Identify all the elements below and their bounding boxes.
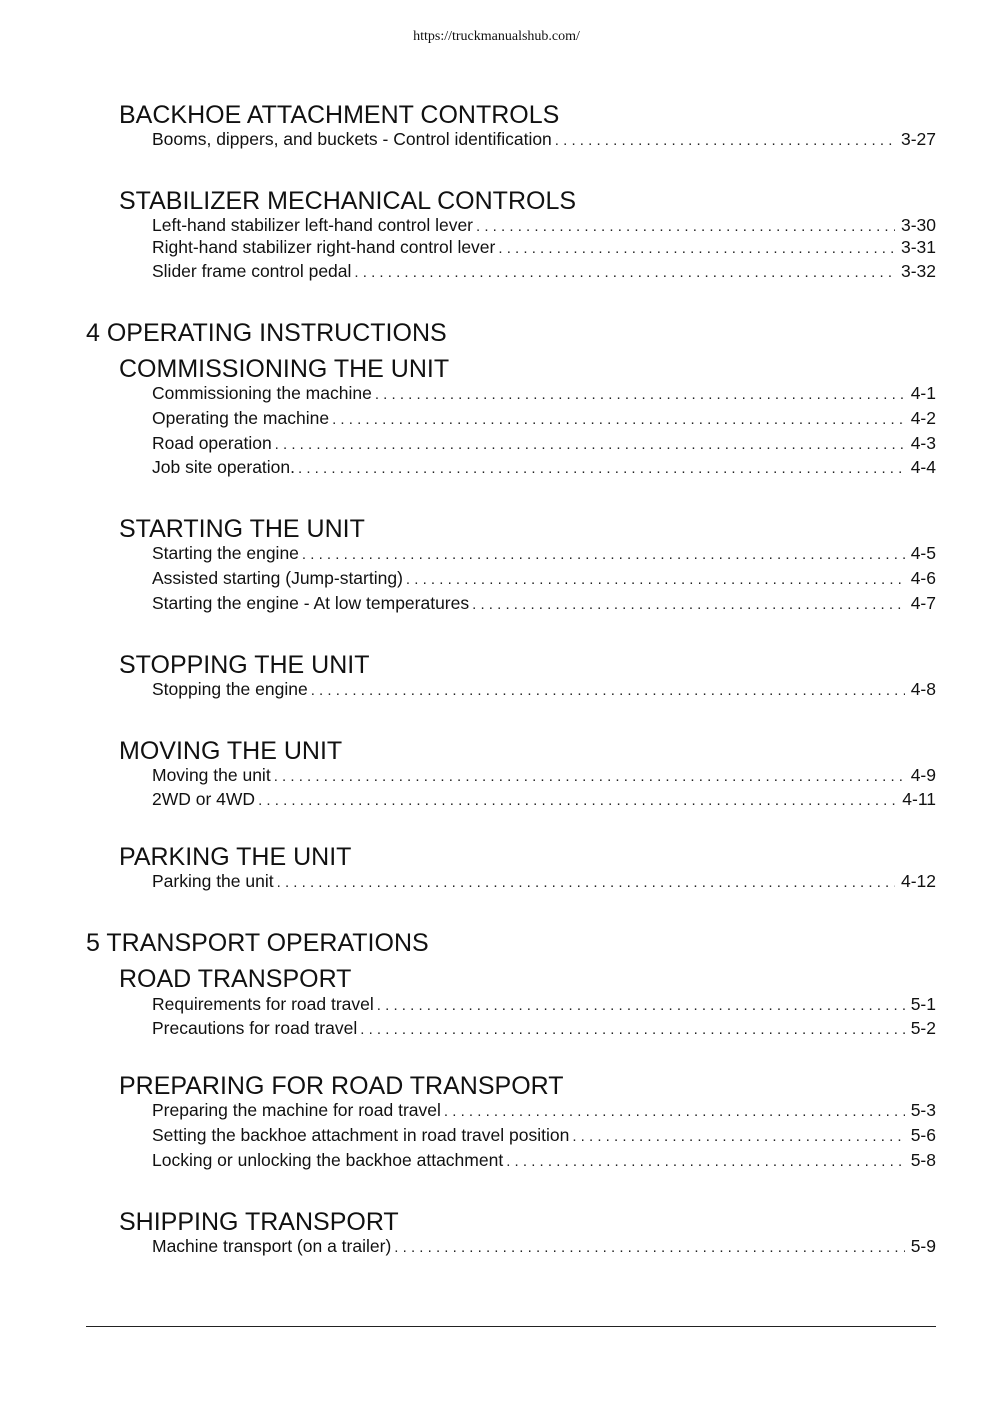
section-title-starting: STARTING THE UNIT — [119, 515, 365, 543]
chapter-title-5: 5 TRANSPORT OPERATIONS — [86, 929, 429, 957]
toc-entry[interactable] — [152, 1017, 936, 1039]
dot-leader — [354, 262, 895, 284]
dot-leader — [375, 384, 905, 406]
toc-entry-page: 4-6 — [910, 568, 936, 588]
toc-entry-text: Slider frame control pedal — [152, 261, 352, 281]
dot-leader — [258, 790, 896, 812]
section-title-backhoe: BACKHOE ATTACHMENT CONTROLS — [119, 101, 560, 129]
toc-entry-page: 5-6 — [910, 1125, 936, 1145]
toc-entry-page: 3-31 — [900, 237, 936, 257]
section-title-road-transport: ROAD TRANSPORT — [119, 965, 352, 993]
dot-leader — [498, 238, 895, 260]
toc-entry-text: Left-hand stabilizer left-hand control lever — [152, 215, 474, 235]
toc-entry-text: Machine transport (on a trailer) — [152, 1236, 392, 1256]
dot-leader — [332, 409, 905, 431]
toc-entry-page: 4-2 — [910, 408, 936, 428]
toc-entry-page: 4-1 — [910, 383, 936, 403]
dot-leader — [476, 216, 895, 238]
section-title-commissioning: COMMISSIONING THE UNIT — [119, 355, 450, 383]
toc-entry[interactable] — [152, 567, 936, 589]
header-url[interactable]: https://truckmanualshub.com/ — [413, 29, 580, 44]
toc-entry-page: 5-9 — [910, 1236, 936, 1256]
toc-entry-text: Booms, dippers, and buckets - Control identification — [152, 129, 552, 149]
toc-entry-page: 3-32 — [900, 261, 936, 281]
toc-entry[interactable] — [152, 1149, 936, 1171]
chapter-title-4: 4 OPERATING INSTRUCTIONS — [86, 319, 447, 347]
section-title-preparing: PREPARING FOR ROAD TRANSPORT — [119, 1072, 564, 1100]
dot-leader — [277, 872, 895, 894]
toc-entry-page: 4-7 — [910, 593, 936, 613]
toc-entry[interactable] — [152, 1235, 936, 1257]
dot-leader — [506, 1151, 905, 1173]
section-title-shipping: SHIPPING TRANSPORT — [119, 1208, 399, 1236]
toc-entry[interactable] — [152, 764, 936, 786]
toc-entry-page: 4-3 — [910, 433, 936, 453]
toc-entry-page: 3-27 — [900, 129, 936, 149]
toc-entry-text: 2WD or 4WD — [152, 789, 256, 809]
dot-leader — [302, 544, 905, 566]
dot-leader — [274, 766, 905, 788]
toc-entry-text: Setting the backhoe attachment in road travel position — [152, 1125, 570, 1145]
dot-leader — [444, 1101, 905, 1123]
toc-entry-text: Commissioning the machine — [152, 383, 372, 403]
dot-leader — [394, 1237, 904, 1259]
toc-entry[interactable] — [152, 1124, 936, 1146]
toc-entry[interactable] — [152, 382, 936, 404]
toc-entry[interactable] — [152, 128, 936, 150]
toc-entry[interactable] — [152, 870, 936, 892]
toc-entry[interactable] — [152, 260, 936, 282]
section-title-moving: MOVING THE UNIT — [119, 737, 343, 765]
toc-entry-page: 4-12 — [900, 871, 936, 891]
toc-entry[interactable] — [152, 214, 936, 236]
toc-entry-text: Starting the engine - At low temperatures — [152, 593, 470, 613]
toc-entry-page: 4-4 — [910, 457, 936, 477]
toc-entry[interactable] — [152, 432, 936, 454]
toc-entry-page: 5-3 — [910, 1100, 936, 1120]
toc-entry-text: Road operation — [152, 433, 272, 453]
toc-entry-text: Precautions for road travel — [152, 1018, 358, 1038]
dot-leader — [311, 680, 905, 702]
toc-entry-page: 5-1 — [910, 994, 936, 1014]
toc-entry-text: Job site operation. — [152, 457, 296, 477]
dot-leader — [472, 594, 905, 616]
toc-entry[interactable] — [152, 236, 936, 258]
toc-entry[interactable] — [152, 678, 936, 700]
toc-entry[interactable] — [152, 542, 936, 564]
toc-entry-page: 5-2 — [910, 1018, 936, 1038]
toc-entry-page: 4-8 — [910, 679, 936, 699]
toc-entry-text: Right-hand stabilizer right-hand control lever — [152, 237, 496, 257]
toc-entry[interactable] — [152, 407, 936, 429]
toc-entry-page: 5-8 — [910, 1150, 936, 1170]
dot-leader — [298, 458, 905, 480]
toc-entry-text: Locking or unlocking the backhoe attachment — [152, 1150, 504, 1170]
toc-entry-page: 4-9 — [910, 765, 936, 785]
section-title-stabilizer: STABILIZER MECHANICAL CONTROLS — [119, 187, 577, 215]
dot-leader — [275, 434, 905, 456]
toc-entry-text: Requirements for road travel — [152, 994, 374, 1014]
dot-leader — [572, 1126, 904, 1148]
toc-entry[interactable] — [152, 592, 936, 614]
toc-entry-page: 3-30 — [900, 215, 936, 235]
toc-entry-text: Moving the unit — [152, 765, 271, 785]
toc-entry-text: Parking the unit — [152, 871, 274, 891]
dot-leader — [555, 130, 895, 152]
dot-leader — [406, 569, 905, 591]
dot-leader — [377, 995, 905, 1017]
toc-entry-page: 4-5 — [910, 543, 936, 563]
section-title-stopping: STOPPING THE UNIT — [119, 651, 370, 679]
toc-entry[interactable] — [152, 993, 936, 1015]
toc-entry[interactable] — [152, 456, 936, 478]
toc-entry-text: Starting the engine — [152, 543, 299, 563]
toc-entry-text: Preparing the machine for road travel — [152, 1100, 441, 1120]
footer-divider — [86, 1326, 936, 1327]
toc-entry-page: 4-11 — [902, 789, 936, 809]
toc-entry-text: Assisted starting (Jump-starting) — [152, 568, 403, 588]
toc-entry-text: Operating the machine — [152, 408, 330, 428]
dot-leader — [360, 1019, 904, 1041]
section-title-parking: PARKING THE UNIT — [119, 843, 352, 871]
toc-entry[interactable] — [152, 1099, 936, 1121]
toc-entry[interactable] — [152, 788, 936, 810]
toc-entry-text: Stopping the engine — [152, 679, 308, 699]
